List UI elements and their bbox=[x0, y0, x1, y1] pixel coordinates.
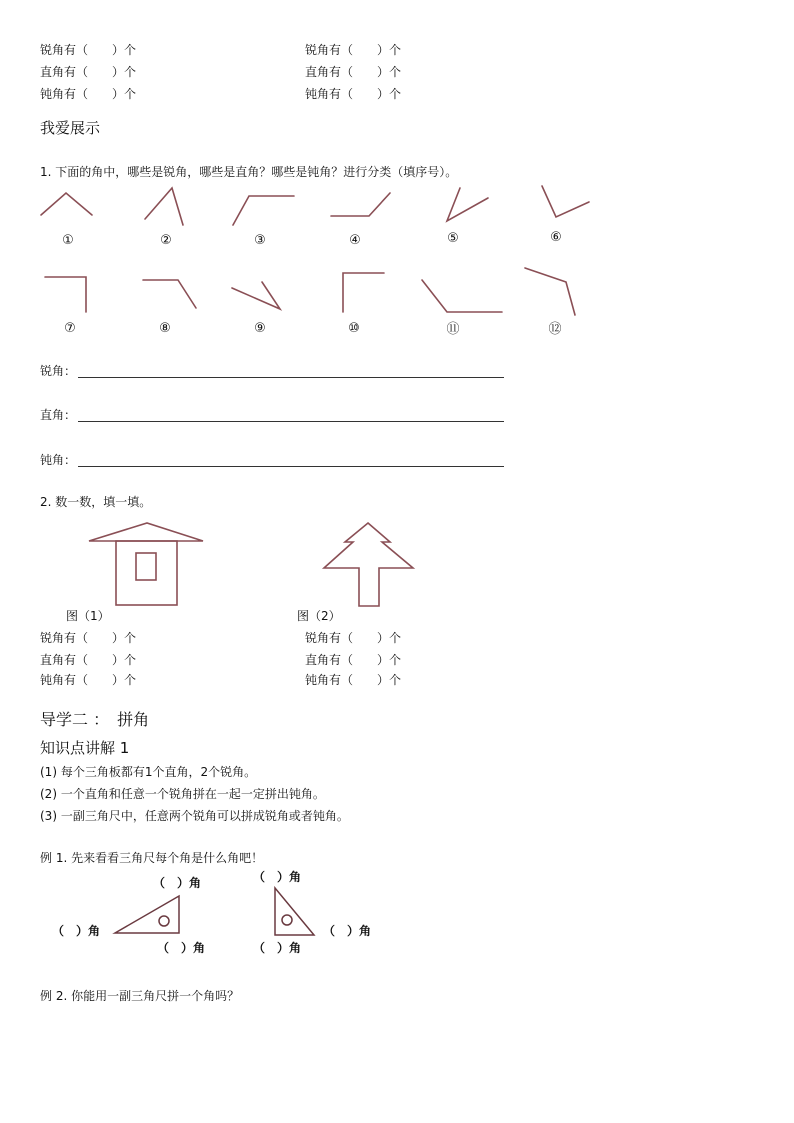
answer-label-acute: 锐角： bbox=[40, 364, 77, 378]
top-count-obtuse-right: 钝角有（ ）个 bbox=[305, 87, 402, 101]
angle-figures bbox=[0, 175, 794, 515]
figure-1-caption: 图（1） bbox=[66, 609, 110, 623]
angle-4 bbox=[331, 193, 390, 216]
answer-label-obtuse: 钝角： bbox=[40, 453, 77, 467]
angle-label-11: ⑪ bbox=[446, 322, 460, 337]
angle-3 bbox=[233, 196, 294, 225]
top-count-obtuse-left: 钝角有（ ）个 bbox=[40, 87, 137, 101]
answer-line-acute[interactable] bbox=[78, 377, 504, 378]
ruler2-right-angle-blank[interactable]: （ ）角 bbox=[323, 924, 372, 938]
angle-label-12: ⑫ bbox=[548, 322, 562, 337]
guide-title: 导学二 ： 拼角 bbox=[40, 710, 150, 729]
angle-label-8: ⑧ bbox=[159, 321, 171, 336]
q2-count-acute-left: 锐角有（ ）个 bbox=[40, 631, 137, 645]
q2-count-obtuse-right: 钝角有（ ）个 bbox=[305, 673, 402, 687]
ruler1-bottom-angle-blank[interactable]: （ ）角 bbox=[157, 941, 206, 955]
angle-2 bbox=[145, 188, 183, 225]
guide-point-1: (1) 每个三角板都有1个直角，2个锐角。 bbox=[40, 765, 257, 779]
angle-label-3: ③ bbox=[254, 233, 266, 248]
angle-12 bbox=[525, 268, 575, 315]
top-count-right-left: 直角有（ ）个 bbox=[40, 65, 137, 79]
angle-label-5: ⑤ bbox=[447, 231, 459, 246]
angle-label-1: ① bbox=[62, 233, 74, 248]
q2-count-right-right: 直角有（ ）个 bbox=[305, 653, 402, 667]
angle-7 bbox=[45, 277, 86, 312]
top-count-acute-left: 锐角有（ ）个 bbox=[40, 43, 137, 57]
angle-11 bbox=[422, 280, 502, 312]
answer-line-obtuse[interactable] bbox=[78, 466, 504, 467]
angle-8 bbox=[143, 280, 196, 308]
example-1-prompt: 例 1. 先来看看三角尺每个角是什么角吧！ bbox=[40, 851, 264, 865]
example-2-prompt: 例 2. 你能用一副三角尺拼一个角吗？ bbox=[40, 989, 240, 1003]
angle-label-2: ② bbox=[160, 233, 172, 248]
q2-count-obtuse-left: 钝角有（ ）个 bbox=[40, 673, 137, 687]
triangle-ruler-2 bbox=[268, 885, 318, 940]
guide-subtitle: 知识点讲解 1 bbox=[40, 739, 130, 757]
figure-2-caption: 图（2） bbox=[297, 609, 341, 623]
angle-5 bbox=[447, 188, 488, 221]
angle-10 bbox=[343, 273, 384, 312]
angle-6 bbox=[542, 186, 589, 217]
guide-point-2: (2) 一个直角和任意一个锐角拼在一起一定拼出钝角。 bbox=[40, 787, 325, 801]
angle-9 bbox=[232, 282, 280, 309]
answer-line-right[interactable] bbox=[78, 421, 504, 422]
section-title: 我爱展示 bbox=[40, 119, 101, 137]
angle-label-4: ④ bbox=[349, 233, 361, 248]
top-count-right-right: 直角有（ ）个 bbox=[305, 65, 402, 79]
angle-label-10: ⑩ bbox=[348, 321, 360, 336]
answer-label-right: 直角： bbox=[40, 408, 77, 422]
angle-label-9: ⑨ bbox=[254, 321, 266, 336]
ruler2-bottom-angle-blank[interactable]: （ ）角 bbox=[253, 941, 302, 955]
triangle-ruler-1 bbox=[112, 890, 192, 940]
ruler2-top-angle-blank[interactable]: （ ）角 bbox=[253, 870, 302, 884]
angle-1 bbox=[41, 193, 92, 215]
angle-label-6: ⑥ bbox=[550, 230, 562, 245]
ruler1-left-angle-blank[interactable]: （ ）角 bbox=[52, 924, 101, 938]
angle-label-7: ⑦ bbox=[64, 321, 76, 336]
tree-figure bbox=[320, 518, 420, 613]
question-2-prompt: 2. 数一数，填一填。 bbox=[40, 495, 152, 509]
house-figure bbox=[85, 518, 215, 608]
q2-count-acute-right: 锐角有（ ）个 bbox=[305, 631, 402, 645]
q2-count-right-left: 直角有（ ）个 bbox=[40, 653, 137, 667]
guide-point-3: (3) 一副三角尺中，任意两个锐角可以拼成锐角或者钝角。 bbox=[40, 809, 349, 823]
ruler1-top-angle-blank[interactable]: （ ）角 bbox=[153, 876, 202, 890]
question-1-prompt: 1. 下面的角中，哪些是锐角，哪些是直角？哪些是钝角？进行分类（填序号）。 bbox=[40, 165, 458, 179]
top-count-acute-right: 锐角有（ ）个 bbox=[305, 43, 402, 57]
